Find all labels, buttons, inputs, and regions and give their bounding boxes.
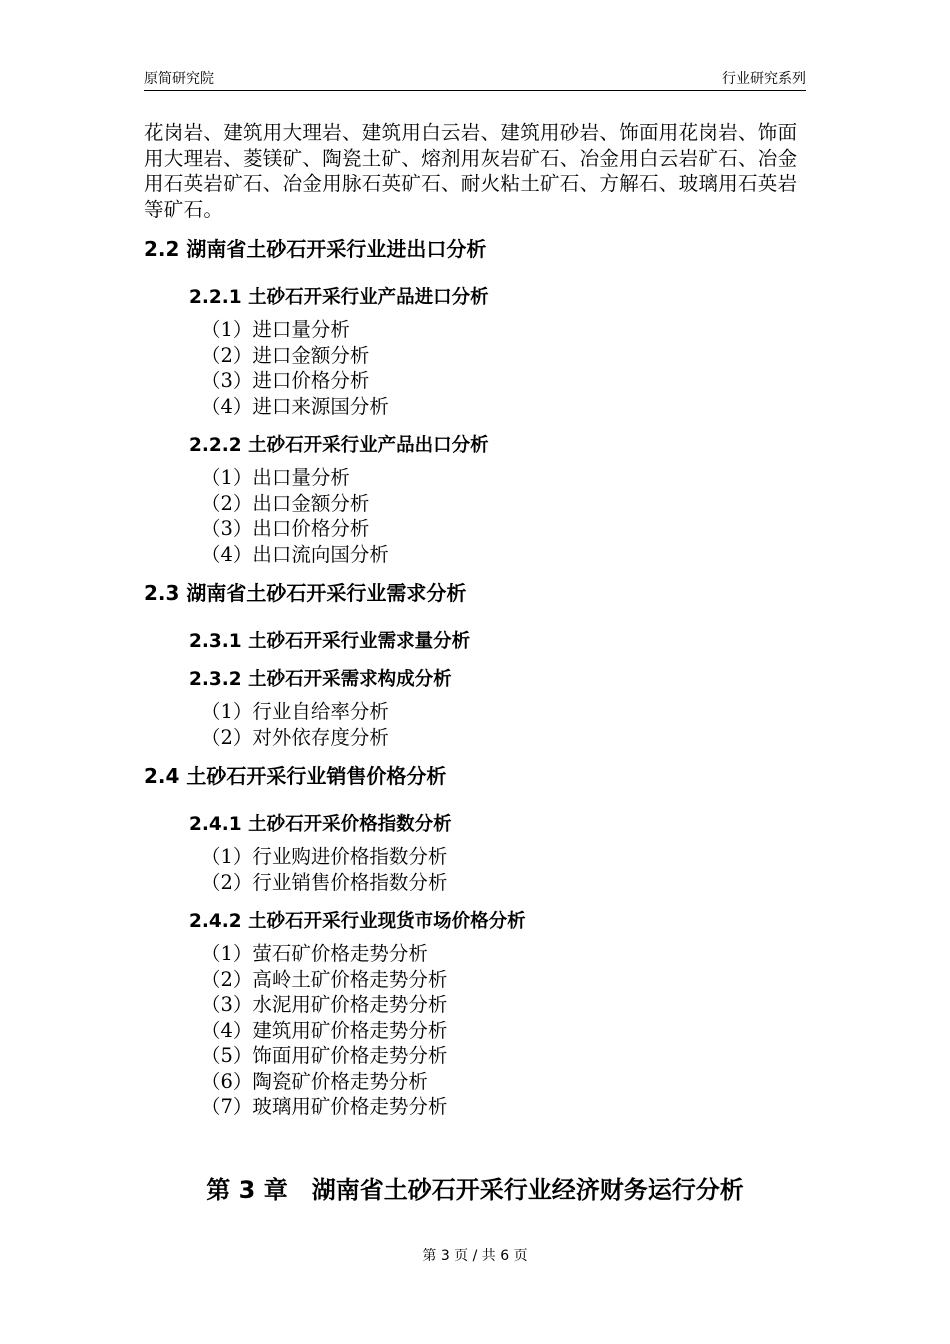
item-list	[201, 465, 806, 567]
list-item: （4）进口来源国分析	[201, 394, 389, 418]
list-item: （2）行业销售价格指数分析	[201, 870, 448, 894]
subsection-heading: 2.3.2 土砂石开采需求构成分析	[189, 669, 452, 690]
list-item: （1）进口量分析	[201, 318, 350, 341]
section-heading: 2.2 湖南省土砂石开采行业进出口分析	[144, 237, 487, 261]
header-publisher: 原简研究院	[144, 71, 214, 87]
subsection-heading: 2.2.1 土砂石开采行业产品进口分析	[189, 287, 489, 308]
list-item: （1）行业自给率分析	[201, 700, 389, 723]
list-item: （3）水泥用矿价格走势分析	[201, 993, 448, 1016]
list-item: （2）出口金额分析	[201, 491, 370, 515]
list-item: （3）出口价格分析	[201, 517, 370, 540]
header-series: 行业研究系列	[722, 71, 806, 87]
chapter-title: 第 3 章 湖南省土砂石开采行业经济财务运行分析	[206, 1176, 744, 1204]
list-item: （5）饰面用矿价格走势分析	[201, 1044, 448, 1067]
page-header	[144, 66, 806, 91]
section-heading: 2.3 湖南省土砂石开采行业需求分析	[144, 581, 467, 605]
item-list	[201, 941, 806, 1120]
intro-paragraph: 花岗岩、建筑用大理岩、建筑用白云岩、建筑用砂岩、饰面用花岗岩、饰面用大理岩、菱镁矿、陶瓷土矿、熔剂用灰岩矿石、冶金用白云岩矿石、冶金用石英岩矿石、冶金用脉石英矿石、耐火粘土矿石、方解石、玻璃用石英岩等矿石。	[144, 121, 798, 221]
list-item: （4）出口流向国分析	[201, 542, 389, 566]
list-item: （1）出口量分析	[201, 466, 350, 489]
item-list	[201, 317, 806, 419]
list-item: （1）行业购进价格指数分析	[201, 845, 448, 868]
subsection-heading: 2.2.2 土砂石开采行业产品出口分析	[189, 435, 489, 456]
list-item: （2）高岭土矿价格走势分析	[201, 967, 448, 991]
subsection-heading: 2.4.2 土砂石开采行业现货市场价格分析	[189, 911, 526, 932]
list-item: （3）进口价格分析	[201, 369, 370, 392]
item-list	[201, 699, 806, 750]
list-item: （6）陶瓷矿价格走势分析	[201, 1069, 428, 1093]
page-footer: 第 3 页 / 共 6 页	[422, 1248, 528, 1264]
section-heading: 2.4 土砂石开采行业销售价格分析	[144, 764, 447, 788]
subsection-heading: 2.3.1 土砂石开采行业需求量分析	[189, 631, 471, 652]
list-item: （7）玻璃用矿价格走势分析	[201, 1095, 448, 1118]
list-item: （2）对外依存度分析	[201, 725, 389, 749]
page-content	[144, 120, 806, 1120]
list-item: （4）建筑用矿价格走势分析	[201, 1018, 448, 1042]
list-item: （1）萤石矿价格走势分析	[201, 942, 428, 965]
list-item: （2）进口金额分析	[201, 343, 370, 367]
subsection-heading: 2.4.1 土砂石开采价格指数分析	[189, 814, 452, 835]
item-list	[201, 844, 806, 895]
